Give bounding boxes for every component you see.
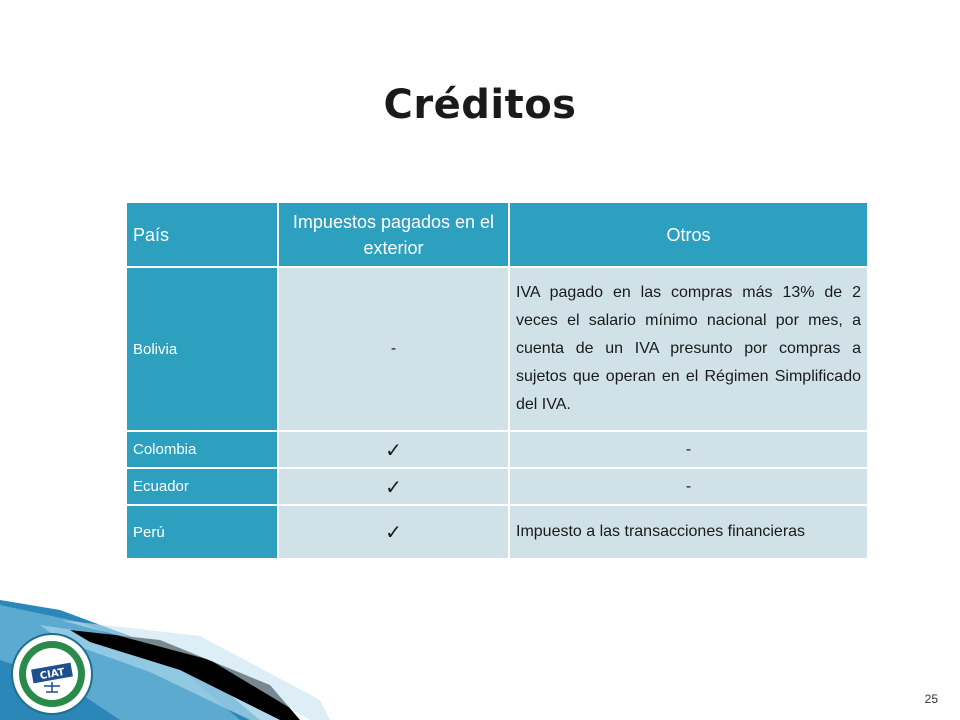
other-cell: IVA pagado en las compras más 13% de 2 veces el salario mínimo nacional por mes, a cuenta de un IVA presunto por compras a sujetos que operan en el Régimen Simplificado del IVA. (509, 267, 868, 431)
table-header-row (126, 202, 868, 267)
country-cell: Perú (126, 505, 278, 559)
column-header-pais: País (126, 202, 278, 267)
country-cell: Colombia (126, 431, 278, 468)
country-cell: Ecuador (126, 468, 278, 505)
other-cell: Impuesto a las transacciones financieras (509, 505, 868, 559)
paid-abroad-cell (278, 505, 509, 559)
column-header-impuestos: Impuestos pagados en el exterior (278, 202, 509, 267)
country-cell: Bolivia (126, 267, 278, 431)
ciat-logo (10, 632, 94, 716)
checkmark-icon: ✓ (385, 437, 402, 462)
table-row (126, 267, 868, 431)
paid-abroad-cell (278, 431, 509, 468)
other-cell: - (509, 431, 868, 468)
checkmark-icon: ✓ (385, 520, 402, 544)
credits-table (125, 201, 869, 560)
table-row (126, 505, 868, 559)
paid-abroad-cell: - (278, 267, 509, 431)
paid-abroad-cell (278, 468, 509, 505)
column-header-otros: Otros (509, 202, 868, 267)
table-row (126, 431, 868, 468)
slide-title: Créditos (383, 82, 577, 128)
other-cell: - (509, 468, 868, 505)
checkmark-icon: ✓ (385, 474, 402, 499)
table-row (126, 468, 868, 505)
logo-text: CIAT (39, 666, 66, 683)
page-number: 25 (924, 692, 938, 706)
